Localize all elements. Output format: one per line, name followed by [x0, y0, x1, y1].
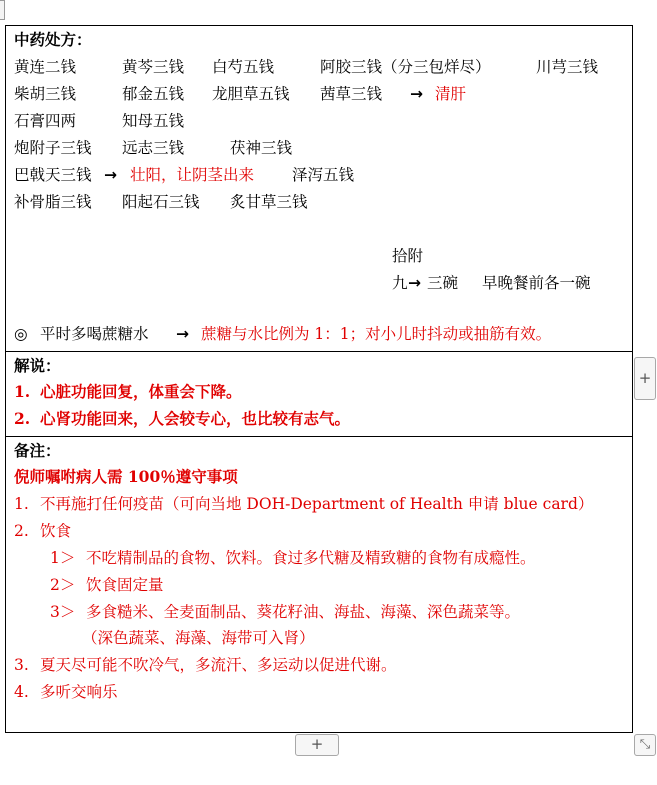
resize-icon[interactable]: ⤡ — [634, 734, 656, 756]
remark-text: 夏天尽可能不吹冷气，多流汗、多运动以促进代谢。 — [40, 656, 397, 674]
herb-item: 茜草三钱 — [320, 85, 383, 103]
herb-item: 阿胶三钱（分三包烊尽） — [320, 58, 491, 76]
dosage-count: 拾附 — [392, 247, 424, 265]
remark-text: 不再施打任何疫苗（可向当地 DOH-Department of Health 申请 blue card） — [40, 495, 594, 513]
herb-item: 泽泻五钱 — [292, 166, 355, 184]
list-number: 3＞ — [50, 603, 76, 621]
herb-item: 茯神三钱 — [230, 139, 293, 157]
remarks-heading: 备注： — [14, 441, 61, 460]
list-number: 2. — [14, 522, 29, 540]
diet-subnote-text: （深色蔬菜、海藻、海带可入肾） — [82, 629, 315, 647]
list-number: 1＞ — [50, 549, 76, 567]
herb-item: 炙甘草三钱 — [230, 193, 308, 211]
bullet-icon: ◎ — [14, 325, 28, 343]
tip-text: 平时多喝蔗糖水 — [40, 325, 149, 343]
add-row-button[interactable]: + — [295, 734, 339, 756]
list-number: 1. — [14, 495, 29, 513]
explanation-cell — [6, 351, 632, 436]
list-number: 1. — [14, 382, 31, 401]
herb-item: 白芍五钱 — [212, 58, 275, 76]
dosage-instruction: 早晚餐前各一碗 — [482, 274, 591, 292]
remarks-subheading: 倪师嘱咐病人需 100％遵守事项 — [14, 467, 238, 486]
diet-text: 不吃精制品的食物、饮料。食过多代糖及精致糖的食物有成瘾性。 — [86, 549, 536, 567]
diet-text: 多食糙米、全麦面制品、葵花籽油、海盐、海藻、深色蔬菜等。 — [86, 603, 521, 621]
remark-text: 多听交响乐 — [40, 683, 118, 701]
herb-item: 补骨脂三钱 — [14, 193, 92, 211]
list-number: 2. — [14, 409, 31, 428]
arrow-right-icon: → — [408, 274, 421, 292]
tip-note: 蔗糖与水比例为 1：1；对小儿时抖动或抽筋有效。 — [201, 325, 552, 343]
list-number: 3. — [14, 656, 29, 674]
arrow-right-icon: → — [104, 166, 117, 184]
herb-item: 龙胆草五钱 — [212, 85, 290, 103]
herb-item: 石膏四两 — [14, 112, 77, 130]
herb-item: 柴胡三钱 — [14, 85, 77, 103]
arrow-right-icon: → — [410, 85, 423, 103]
explanation-text: 心脏功能回复，体重会下降。 — [40, 382, 242, 401]
explanation-text: 心肾功能回来，人会较专心，也比较有志气。 — [40, 409, 351, 428]
remark-text: 饮食 — [40, 522, 72, 540]
prescription-cell — [6, 26, 632, 351]
herb-note: 清肝 — [435, 85, 467, 103]
herb-item: 知母五钱 — [122, 112, 185, 130]
arrow-right-icon: → — [176, 325, 189, 343]
herb-item: 炮附子三钱 — [14, 139, 92, 157]
herb-item: 川芎三钱 — [536, 58, 599, 76]
dosage-prefix: 九 — [392, 274, 408, 292]
add-column-button[interactable]: + — [634, 357, 656, 400]
herb-item: 郁金五钱 — [122, 85, 185, 103]
list-number: 2＞ — [50, 576, 76, 594]
dosage-result: 三碗 — [427, 274, 459, 292]
prescription-table — [5, 25, 633, 733]
remarks-cell — [6, 436, 632, 732]
list-number: 4. — [14, 683, 29, 701]
herb-item: 黄芩三钱 — [122, 58, 185, 76]
herb-note: 壮阳，让阴茎出来 — [130, 166, 255, 184]
explanation-heading: 解说： — [14, 356, 61, 375]
herb-item: 阳起石三钱 — [122, 193, 200, 211]
herb-item: 巴戟天三钱 — [14, 166, 92, 184]
herb-item: 黄连二钱 — [14, 58, 77, 76]
herb-item: 远志三钱 — [122, 139, 185, 157]
diet-text: 饮食固定量 — [86, 576, 164, 594]
left-edge-tab — [0, 0, 5, 20]
prescription-heading: 中药处方： — [14, 30, 92, 49]
